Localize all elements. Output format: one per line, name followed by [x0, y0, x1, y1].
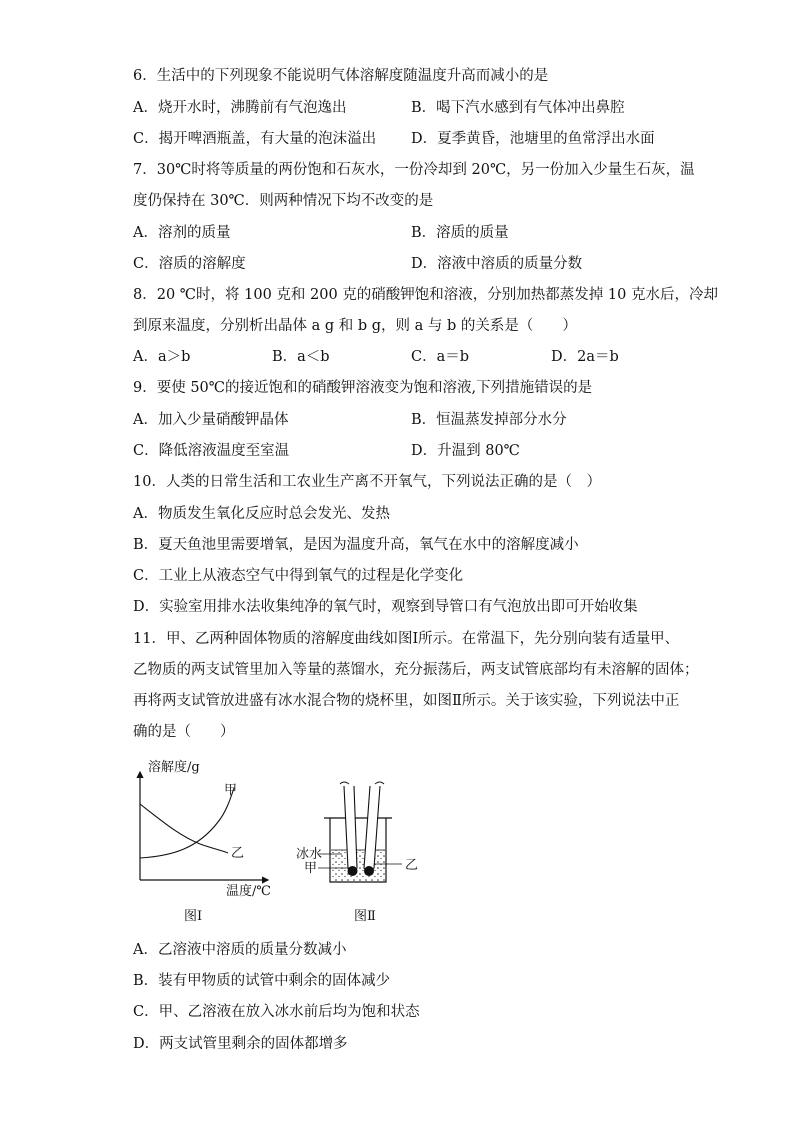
- question-9-option-b: B．恒温蒸发掉部分水分: [411, 412, 567, 428]
- question-7-option-c: C．溶质的溶解度: [133, 256, 246, 272]
- question-11-stem-line3: 再将两支试管放进盛有冰水混合物的烧杯里，如图Ⅱ所示。关于该实验，下列说法中正: [133, 693, 680, 709]
- figure1-label-yi: 乙: [231, 846, 245, 861]
- question-10-option-d: D．实验室用排水法收集纯净的氧气时，观察到导管口有气泡放出即可开始收集: [133, 599, 638, 615]
- question-9-option-c: C．降低溶液温度至室温: [133, 443, 290, 459]
- question-8-option-c: C．a＝b: [411, 349, 470, 365]
- figure2-label-jia: 甲: [304, 861, 318, 876]
- question-9-option-d: D．升温到 80℃: [411, 443, 520, 459]
- figure1-caption: 图Ⅰ: [184, 909, 203, 924]
- question-11-option-c: C．甲、乙溶液在放入冰水前后均为饱和状态: [133, 1004, 420, 1020]
- question-11-option-d: D．两支试管里剩余的固体都增多: [133, 1036, 348, 1052]
- figures: [118, 752, 438, 932]
- figure1-curve-jia: [140, 788, 234, 858]
- question-6-option-b: B．喝下汽水感到有气体冲出鼻腔: [411, 100, 625, 116]
- figure1-solubility-graph: [140, 759, 271, 924]
- question-6-option-c: C．揭开啤酒瓶盖，有大量的泡沫溢出: [133, 131, 377, 147]
- figure2-beaker-diagram: [296, 782, 418, 924]
- figure2-label-ice-water: 冰水: [296, 847, 323, 862]
- question-7-option-a: A．溶剂的质量: [133, 225, 231, 241]
- question-8-option-a: A．a＞b: [133, 349, 191, 365]
- question-8-option-d: D．2a＝b: [551, 349, 619, 365]
- question-7-stem-line1: 7．30℃时将等质量的两份饱和石灰水，一份冷却到 20℃，另一份加入少量生石灰，温: [133, 162, 695, 178]
- solid-jia: [348, 866, 358, 876]
- question-10-option-b: B．夏天鱼池里需要增氧，是因为温度升高，氧气在水中的溶解度减小: [133, 537, 579, 553]
- question-11-stem-line2: 乙物质的两支试管里加入等量的蒸馏水，充分振荡后，两支试管底部均有未溶解的固体；: [133, 662, 699, 678]
- figure1-x-label: 温度/℃: [226, 884, 271, 899]
- figure2-caption: 图Ⅱ: [354, 909, 376, 924]
- question-11-stem-line1: 11．甲、乙两种固体物质的溶解度曲线如图Ⅰ所示。在常温下，先分别向装有适量甲、: [133, 631, 680, 647]
- solid-yi: [364, 866, 374, 876]
- figure1-curve-yi: [140, 804, 228, 853]
- figure2-label-yi: 乙: [405, 858, 419, 873]
- question-11-option-a: A．乙溶液中溶质的质量分数减小: [133, 942, 347, 958]
- question-9-option-a: A．加入少量硝酸钾晶体: [133, 412, 289, 428]
- question-11-stem-line4: 确的是（ ）: [133, 724, 235, 740]
- question-6-stem: 6．生活中的下列现象不能说明气体溶解度随温度升高而减小的是: [133, 68, 549, 84]
- question-10-stem: 10．人类的日常生活和工农业生产离不开氧气，下列说法正确的是（ ）: [133, 474, 601, 490]
- question-11-option-b: B．装有甲物质的试管中剩余的固体减少: [133, 973, 391, 989]
- question-7-stem-line2: 度仍保持在 30℃．则两种情况下均不改变的是: [133, 193, 434, 209]
- question-10-option-a: A．物质发生氧化反应时总会发光、发热: [133, 506, 390, 522]
- question-8-stem-line1: 8．20 ℃时，将 100 克和 200 克的硝酸钾饱和溶液，分别加热都蒸发掉 10 克水后，冷却: [133, 287, 718, 303]
- question-9-stem: 9．要使 50℃的接近饱和的硝酸钾溶液变为饱和溶液,下列措施错误的是: [133, 380, 593, 396]
- question-7-option-b: B．溶质的质量: [411, 225, 509, 241]
- question-6-option-d: D．夏季黄昏，池塘里的鱼常浮出水面: [411, 131, 655, 147]
- question-6-option-a: A．烧开水时，沸腾前有气泡逸出: [133, 100, 347, 116]
- figure1-label-jia: 甲: [224, 783, 238, 798]
- question-8-stem-line2: 到原来温度，分别析出晶体 a g 和 b g，则 a 与 b 的关系是（ ）: [133, 318, 577, 334]
- question-10-option-c: C．工业上从液态空气中得到氧气的过程是化学变化: [133, 568, 464, 584]
- question-7-option-d: D．溶液中溶质的质量分数: [411, 256, 583, 272]
- figure1-y-label: 溶解度/g: [148, 760, 200, 775]
- ice-water-fill: [331, 850, 385, 881]
- question-8-option-b: B．a＜b: [272, 349, 330, 365]
